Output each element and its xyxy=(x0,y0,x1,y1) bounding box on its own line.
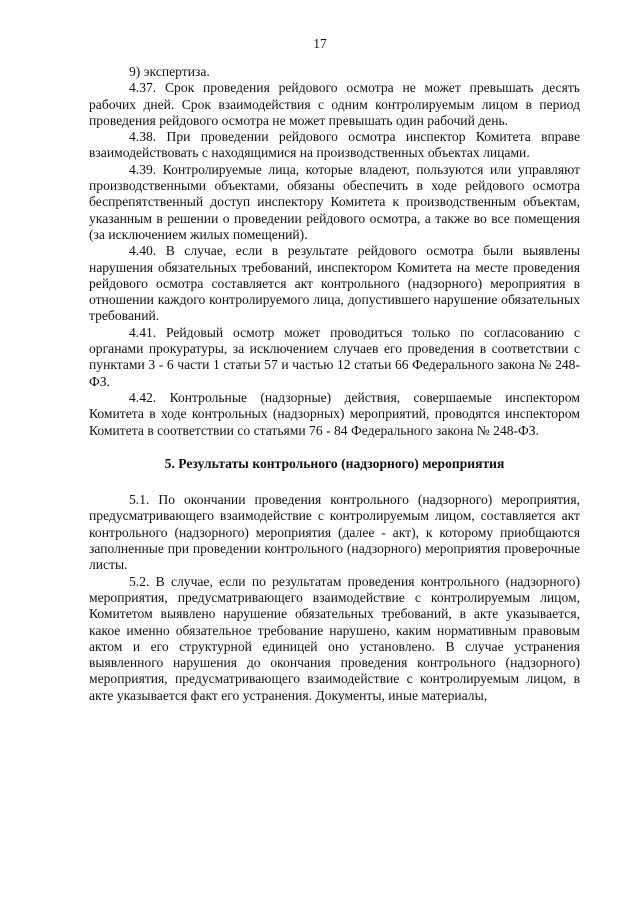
document-body xyxy=(89,64,580,704)
page-number: 17 xyxy=(313,36,327,51)
paragraph-4-37: 4.37. Срок проведения рейдового осмотра не может превышать десять рабочих дней. Срок взаимодействия с одним контролируемым лицом в период проведения рейдового осмотра не может превышать один рабочий день. xyxy=(89,80,580,128)
paragraph-4-38: 4.38. При проведении рейдового осмотра инспектор Комитета вправе взаимодействовать с находящимися на производственных объектах лицами. xyxy=(89,129,580,161)
paragraph-4-41: 4.41. Рейдовый осмотр может проводиться только по согласованию с органами прокуратуры, за исключением случаев его проведения в соответствии с пунктами 3 - 6 части 1 статьи 57 и частью 12 статьи 66 Федерального закона № 248-ФЗ. xyxy=(89,324,580,389)
paragraph-4-39: 4.39. Контролируемые лица, которые владеют, пользуются или управляют производственными объектами, обязаны обеспечить в ходе рейдового осмотра беспрепятственный доступ инспектору Комитета к производственным объектам, указанным в решении о проведении рейдового осмотра, а также во все помещения (за исключением жилых помещений). xyxy=(89,161,580,242)
paragraph-item-9: 9) экспертиза. xyxy=(129,64,210,79)
paragraph-5-1: 5.1. По окончании проведения контрольного (надзорного) мероприятия, предусматривающего взаимодействие с контролируемым лицом, составляется акт контрольного (надзорного) мероприятия (далее - акт), к которому приобщаются заполненные при проведении контрольного (надзорного) мероприятия проверочные листы. xyxy=(89,492,580,573)
section-heading: 5. Результаты контрольного (надзорного) мероприятия xyxy=(164,455,505,471)
paragraph-4-40: 4.40. В случае, если в результате рейдового осмотра были выявлены нарушения обязательных требований, инспектором Комитета на месте проведения рейдового осмотра составляется акт контрольного (надзорного) мероприятия в отношении каждого контролируемого лица, допустившего нарушение обязательных требований. xyxy=(89,243,580,324)
paragraph-5-2: 5.2. В случае, если по результатам проведения контрольного (надзорного) мероприятия, предусматривающего взаимодействие с контролируемым лицом, Комитетом выявлено нарушение обязательных требований, в акте указывается, какое именно обязательное требование нарушено, каким нормативным правовым актом и его структурной единицей оно установлено. В случае устранения выявленного нарушения до окончания проведения контрольного (надзорного) мероприятия, предусматривающего взаимодействие с контролируемым лицом, в акте указывается факт его устранения. Документы, иные материалы, xyxy=(89,573,580,703)
paragraph-4-42: 4.42. Контрольные (надзорные) действия, совершаемые инспектором Комитета в ходе контрольных (надзорных) мероприятий, проводятся инспектором Комитета в соответствии со статьями 76 - 84 Федерального закона № 248-ФЗ. xyxy=(89,389,580,438)
